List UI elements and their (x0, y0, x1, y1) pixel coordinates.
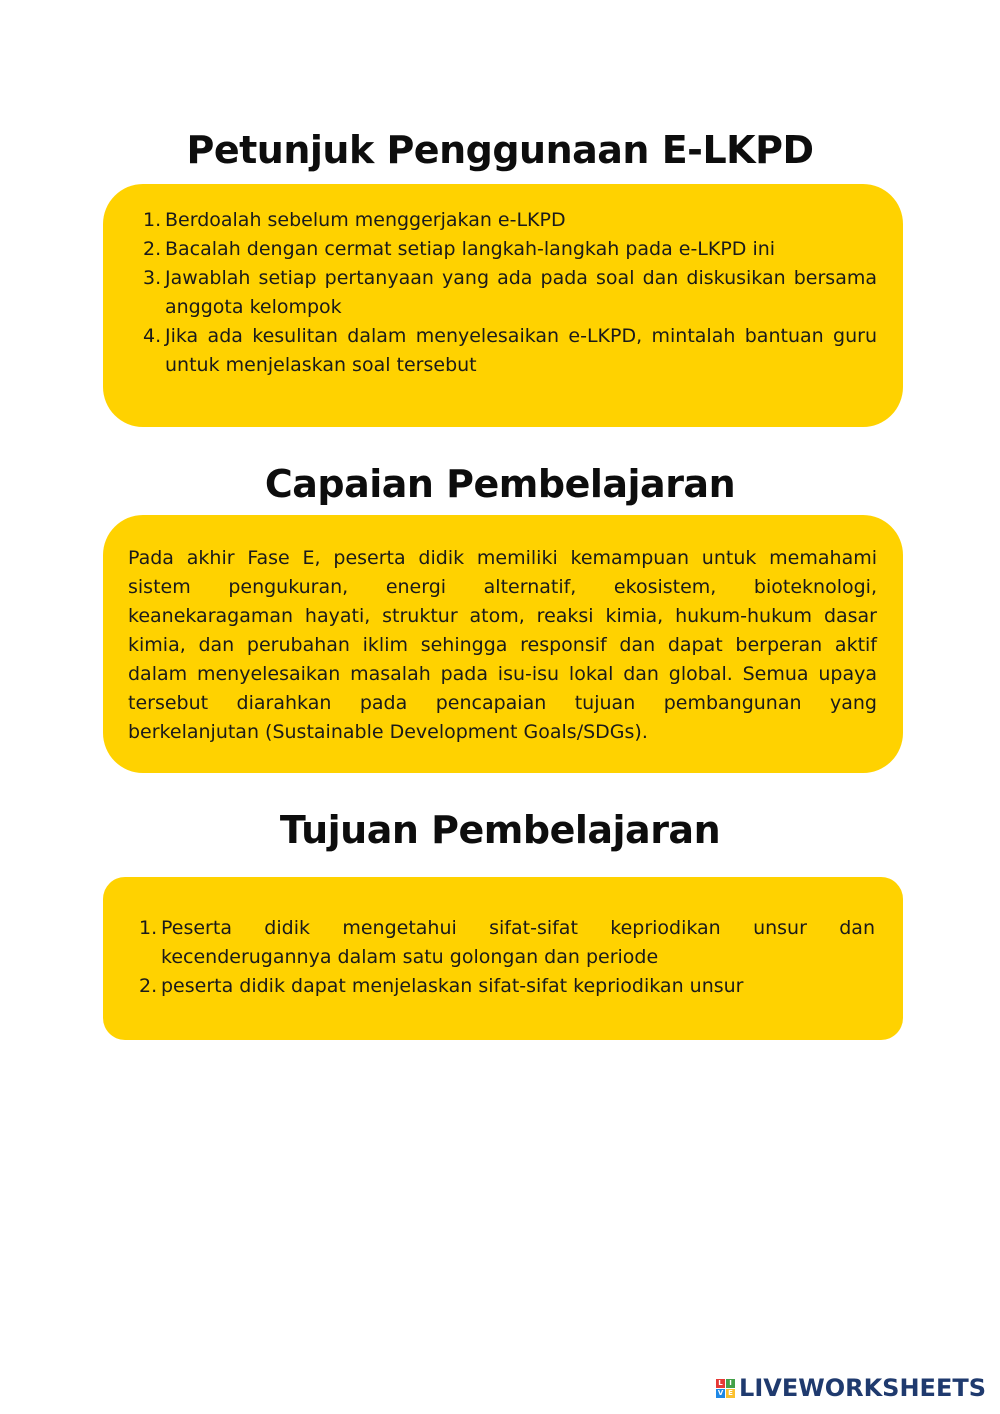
card-petunjuk (103, 184, 903, 427)
list-item-text: Jawablah setiap pertanyaan yang ada pada soal dan diskusikan bersama anggota kelompok (165, 267, 877, 318)
list-item (143, 206, 877, 235)
list-item-number: 4. (143, 325, 162, 347)
liveworksheets-logo-text: LIVEWORKSHEETS (739, 1374, 986, 1402)
list-item-text: Jika ada kesulitan dalam menyelesaikan e-LKPD, mintalah bantuan guru untuk menjelaskan soal tersebut (165, 325, 877, 376)
objective-list (139, 914, 875, 1001)
list-item-number: 3. (143, 267, 162, 289)
list-item-text: Peserta didik mengetahui sifat-sifat kepriodikan unsur dan kecenderugannya dalam satu golongan dan periode (161, 917, 875, 968)
liveworksheets-logo (716, 1374, 986, 1402)
list-item (143, 235, 877, 264)
instruction-list (143, 206, 877, 380)
liveworksheets-logo-icon: L I V E (716, 1379, 735, 1398)
list-item-text: peserta didik dapat menjelaskan sifat-sifat kepriodikan unsur (161, 975, 744, 997)
card-tujuan (103, 877, 903, 1040)
heading-capaian: Capaian Pembelajaran (264, 462, 736, 506)
capaian-paragraph: Pada akhir Fase E, peserta didik memiliki kemampuan untuk memahami sistem pengukuran, energi alternatif, ekosistem, bioteknologi, keanekaragaman hayati, struktur atom, reaksi kimia, hukum-hukum dasar kimia, dan perubahan iklim sehingga responsif dan dapat berperan aktif dalam menyelesaikan masalah pada isu-isu lokal dan global. Semua upaya tersebut diarahkan pada pencapaian tujuan pembangunan yang berkelanjutan (Sustainable Development Goals/SDGs). (128, 547, 877, 743)
list-item (139, 914, 875, 972)
list-item-text: Bacalah dengan cermat setiap langkah-langkah pada e-LKPD ini (165, 238, 776, 260)
list-item-number: 2. (139, 975, 158, 997)
list-item-text: Berdoalah sebelum menggerjakan e-LKPD (165, 209, 566, 231)
list-item (139, 972, 875, 1001)
heading-tujuan: Tujuan Pembelajaran (279, 808, 721, 852)
list-item-number: 1. (143, 209, 162, 231)
card-capaian (103, 515, 903, 773)
heading-petunjuk: Petunjuk Penggunaan E-LKPD (186, 128, 814, 172)
list-item-number: 1. (139, 917, 158, 939)
list-item (143, 264, 877, 322)
list-item (143, 322, 877, 380)
list-item-number: 2. (143, 238, 162, 260)
